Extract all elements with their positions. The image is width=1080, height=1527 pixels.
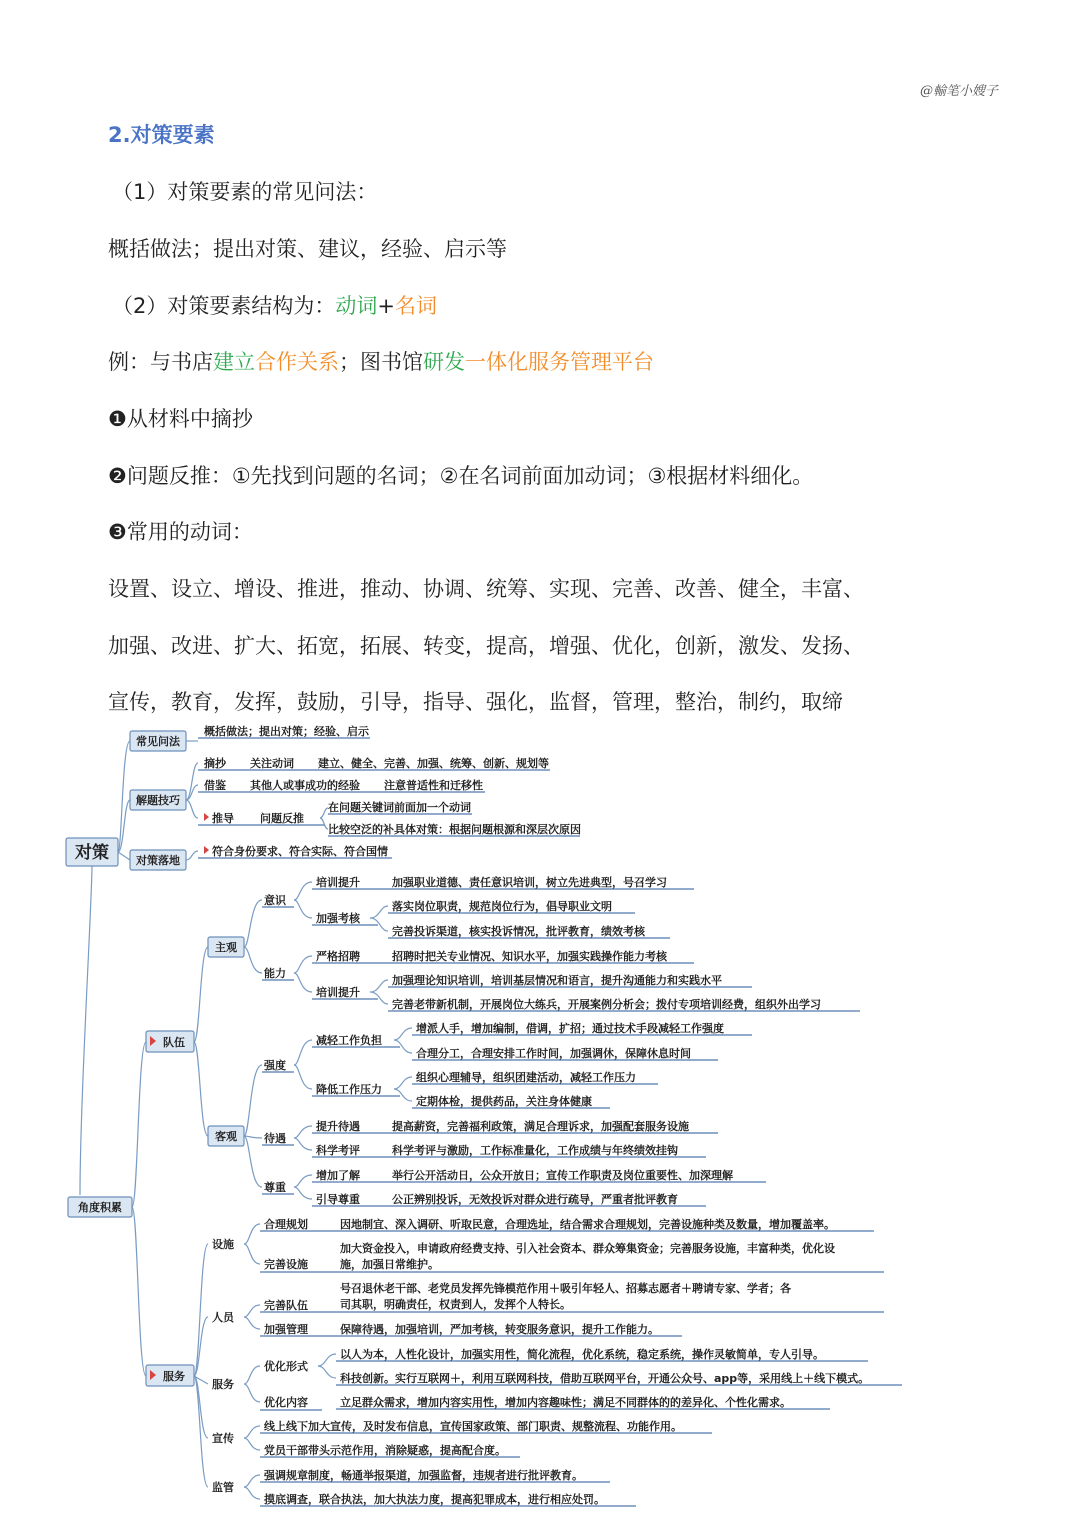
mm-zc-sub: 关注动词: [250, 757, 294, 770]
question-1: （1）对策要素的常见问法：: [112, 180, 378, 204]
ex-noun-1: 合作关系: [255, 350, 339, 374]
mm-yd-t1: 公正辨别投诉，无效投诉对群众进行疏导，严重者批评教育: [392, 1193, 678, 1206]
mm-ts-t1: 提高薪资，完善福利政策，满足合理诉求，加强配套服务设施: [392, 1120, 689, 1133]
mm-fw-label: 服务: [212, 1378, 234, 1391]
mm-tt-label: 推导: [212, 812, 234, 825]
mm-wd-t1: 号召退休老干部、老党员发挥先锋模范作用＋吸引年轻人、招募志愿者＋聘请专家、学者；各: [340, 1282, 791, 1295]
mm-nl-pxts-label: 培训提升: [316, 986, 360, 999]
mm-ws-t2: 施，加强日常维护。: [340, 1258, 439, 1271]
mm-jj-sub: 其他人或事成功的经验: [250, 779, 360, 792]
mm-zc-text: 建立、健全、完善、加强、统筹、创新、规划等: [318, 757, 549, 770]
mm-ygzp-label: 严格招聘: [316, 950, 360, 963]
q2-noun: 名词: [394, 294, 437, 318]
mm-nr-t1: 立足群众需求，增加内容实用性，增加内容趣味性；满足不同群体的的差异化、个性化需求。: [340, 1396, 791, 1409]
mm-qd-label: 强度: [264, 1059, 286, 1072]
mm-hl-t1: 因地制宜、深入调研、听取民意，合理选址，结合需求合理规划，完善设施种类及数量，增加覆盖率。: [340, 1218, 835, 1231]
q2-verb: 动词: [335, 294, 378, 318]
mm-jqkh-t1: 落实岗位职责，规范岗位行为，倡导职业文明: [392, 900, 612, 913]
section-title: 2.对策要素: [108, 123, 215, 147]
mm-b3-label: 对策落地: [136, 854, 180, 867]
mm-tt-t2: 比较空泛的补具体对策：根据问题根源和深层次原因: [328, 823, 581, 836]
mm-xc-t2: 党员干部带头示范作用，消除疑惑，提高配合度。: [264, 1444, 506, 1457]
mm-yishi-pxts: 培训提升: [316, 876, 360, 889]
mm-jg2-t1: 强调规章制度，畅通举报渠道，加强监督，违规者进行批评教育。: [264, 1469, 583, 1482]
mm-ygzp-t1: 招聘时把关专业情况、知识水平，加强实践操作能力考核: [392, 950, 667, 963]
mm-dy-label: 待遇: [264, 1132, 286, 1145]
ex-noun-2: 一体化服务管理平台: [465, 350, 654, 374]
mm-b3-text: 符合身份要求、符合实际、符合国情: [212, 845, 388, 858]
mm-nl-pxts-t1: 加强理论知识培训，培训基层情况和语言，提升沟通能力和实践水平: [392, 974, 722, 987]
mm-xs-t1: 以人为本，人性化设计，加强实用性，简化流程，优化系统，稳定系统，操作灵敏简单，专人引导。: [340, 1348, 824, 1361]
mm-wd-t2: 司其职，明确责任，权责到人，发挥个人特长。: [340, 1298, 571, 1311]
verbs-line-1: 设置、设立、增设、推进，推动、协调、统筹、实现、完善、改善、健全，丰富、: [108, 577, 864, 601]
mm-jq-t2: 合理分工，合理安排工作时间，加强调休，保障休息时间: [416, 1047, 691, 1060]
watermark: @輸笔小嫂子: [920, 84, 999, 99]
mm-ss-label: 设施: [212, 1238, 234, 1251]
point-2: ❷问题反推：①先找到问题的名词；②在名词前面加动词；③根据材料细化。: [108, 464, 814, 488]
verbs-line-3: 宣传，教育，发挥，鼓励，引导，指导、强化，监督，管理，整治，制约，取缔: [108, 690, 843, 714]
mm-service-label: 服务: [163, 1370, 185, 1383]
mm-root: 对策: [75, 843, 109, 863]
q2-plus: +: [377, 294, 395, 318]
mm-xc-label: 宣传: [212, 1432, 234, 1445]
mm-jg-label: 加强管理: [264, 1323, 308, 1336]
mm-wd-label: 完善队伍: [264, 1299, 308, 1312]
mm-b1-text: 概括做法；提出对策；经验、启示: [204, 725, 369, 738]
mm-nengli-label: 能力: [264, 967, 286, 980]
mm-jq-label: 减轻工作负担: [316, 1034, 382, 1047]
ex-verb-1: 建立: [213, 350, 255, 374]
mm-jd-t1: 组织心理辅导，组织团建活动，减轻工作压力: [416, 1071, 636, 1084]
mm-ry-label: 人员: [212, 1311, 234, 1324]
mm-kx-label: 科学考评: [316, 1144, 360, 1157]
mm-b1-label: 常见问法: [136, 735, 180, 748]
mm-xs-t2: 科技创新。实行互联网＋，利用互联网科技，借助互联网平台，开通公众号、app等，采用线上＋线下模式。: [340, 1372, 870, 1385]
mm-jg-t1: 保障待遇，加强培训，严加考核，转变服务意识，提升工作能力。: [340, 1323, 659, 1336]
mm-ws-t1: 加大资金投入，申请政府经费支持、引入社会资本、群众筹集资金；完善服务设施，丰富种类，优化设: [340, 1242, 835, 1255]
ex-mid: ；图书馆: [339, 350, 423, 374]
mm-ws-label: 完善设施: [264, 1258, 308, 1271]
ex-verb-2: 研发: [423, 350, 465, 374]
mm-b2-label: 解题技巧: [136, 794, 180, 807]
mm-jg2-t2: 摸底调查，联合执法，加大执法力度，提高犯罪成本，进行相应处罚。: [264, 1493, 605, 1506]
mm-jg2-label: 监管: [212, 1481, 234, 1494]
point-1: ❶从材料中摘抄: [108, 407, 253, 431]
mm-hl-label: 合理规划: [264, 1218, 308, 1231]
line-1: 概括做法；提出对策、建议，经验、启示等: [108, 237, 507, 261]
mm-jd-label: 降低工作压力: [316, 1083, 382, 1096]
point-3: ❸常用的动词：: [108, 520, 253, 544]
mm-jqkh-label: 加强考核: [316, 912, 360, 925]
mm-kg-label: 客观: [215, 1130, 237, 1143]
ex-pre: 例：与书店: [108, 350, 213, 374]
mm-yishi-label: 意识: [264, 894, 286, 907]
mm-team-label: 队伍: [163, 1036, 185, 1049]
mm-xs-label: 优化形式: [264, 1360, 308, 1373]
mm-tt-sub: 问题反推: [260, 812, 304, 825]
mm-zz-label: 尊重: [264, 1181, 286, 1194]
mm-zg-label: 主观: [215, 941, 237, 954]
mm-b4-label: 角度积累: [78, 1201, 122, 1214]
mm-jj-text: 注意普适性和迁移性: [384, 779, 483, 792]
mm-nr-label: 优化内容: [264, 1396, 308, 1409]
mm-zj-t1: 举行公开活动日，公众开放日；宣传工作职责及岗位重要性、加深理解: [392, 1169, 733, 1182]
mm-jd-t2: 定期体检，提供药品，关注身体健康: [416, 1095, 592, 1108]
verbs-line-2: 加强、改进、扩大、拓宽，拓展、转变，提高，增强、优化，创新，激发、发扬、: [108, 634, 864, 658]
mm-jq-t1: 增派人手，增加编制，借调，扩招；通过技术手段减轻工作强度: [416, 1022, 724, 1035]
mm-jj-label: 借鉴: [204, 779, 226, 792]
q2-prefix: （2）对策要素结构为：: [112, 294, 336, 318]
mm-yd-label: 引导尊重: [316, 1193, 360, 1206]
mm-zc-label: 摘抄: [204, 757, 226, 770]
mm-ts-label: 提升待遇: [316, 1120, 360, 1133]
mm-jqkh-t2: 完善投诉渠道，核实投诉情况，批评教育，绩效考核: [392, 925, 645, 938]
mm-kx-t1: 科学考评与激励，工作标准量化，工作成绩与年终绩效挂钩: [392, 1144, 678, 1157]
mm-tt-t1: 在问题关键词前面加一个动词: [328, 801, 471, 814]
mm-xc-t1: 线上线下加大宣传，及时发布信息，宣传国家政策、部门职责、规整流程、功能作用。: [264, 1420, 682, 1433]
mm-nl-pxts-t2: 完善老带新机制，开展岗位大练兵，开展案例分析会；拨付专项培训经费，组织外出学习: [392, 998, 821, 1011]
mm-yishi-pxts-t1: 加强职业道德、责任意识培训，树立先进典型，号召学习: [392, 876, 667, 889]
mm-zj-label: 增加了解: [316, 1169, 360, 1182]
